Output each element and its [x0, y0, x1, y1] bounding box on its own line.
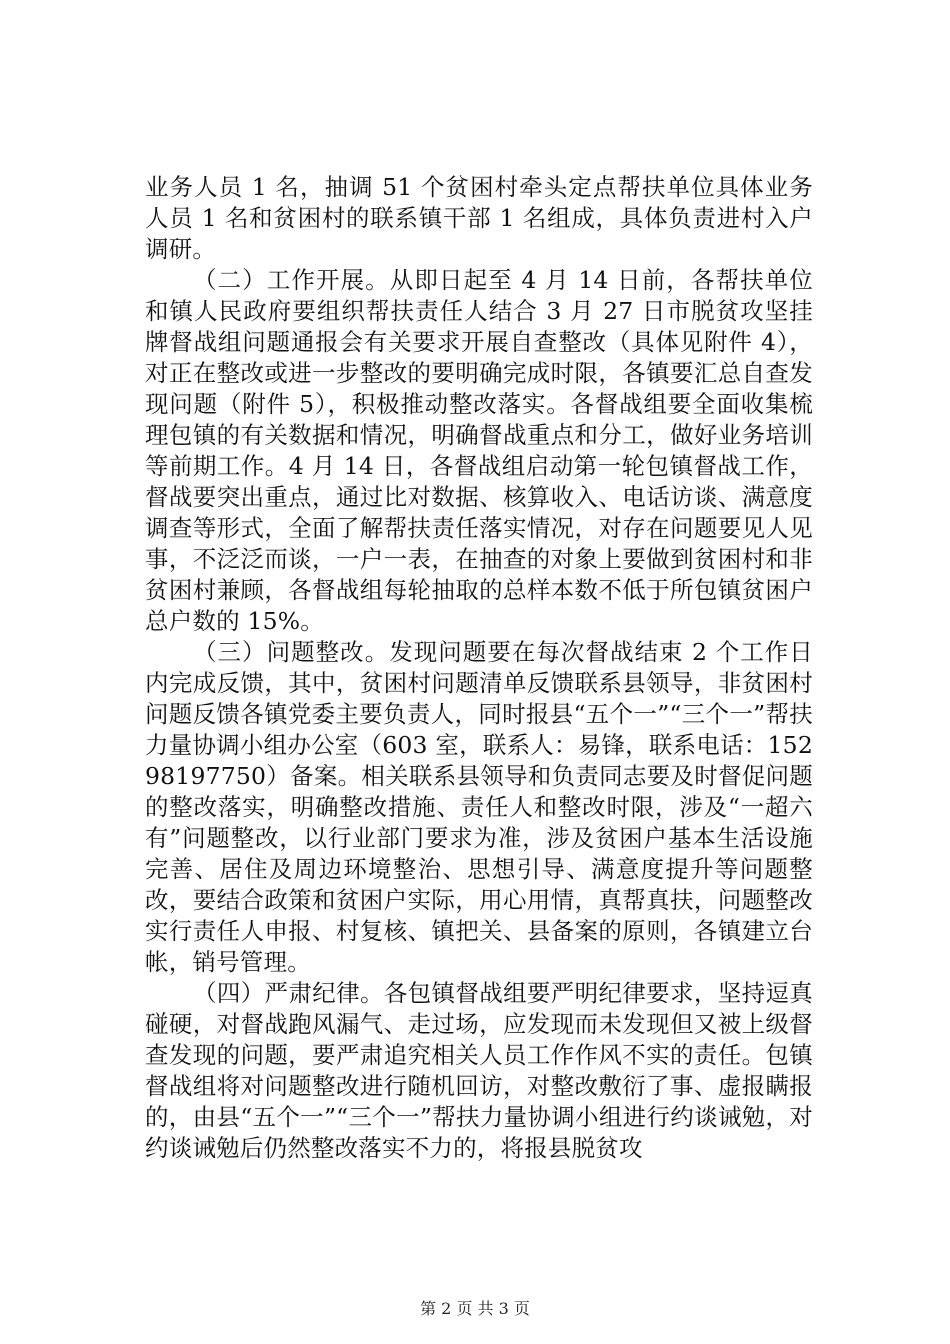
paragraph-work-progress: （二）工作开展。从即日起至 4 月 14 日前，各帮扶单位和镇人民政府要组织帮扶责任人结合 3 月 27 日市脱贫攻坚挂牌督战组问题通报会有关要求开展自查整改（具体见附件 4），对正在整改或进一步整改的要明确完成时限，各镇要汇总自查发现问题（附件 5），积极推动整改落实。各督战组要全面收集梳理包镇的有关数据和情况，明确督战重点和分工，做好业务培训等前期工作。4 月 14 日，各督战组启动第一轮包镇督战工作，督战要突出重点，通过比对数据、核算收入、电话访谈、满意度调查等形式，全面了解帮扶责任落实情况，对存在问题要见人见事，不泛泛而谈，一户一表，在抽查的对象上要做到贫困村和非贫困村兼顾，各督战组每轮抽取的总样本数不低于所包镇贫困户总户数的 15%。: [145, 266, 813, 635]
page-number-footer: 第 2 页 共 3 页: [420, 1299, 530, 1318]
paragraph-continuation: 业务人员 1 名，抽调 51 个贫困村牵头定点帮扶单位具体业务人员 1 名和贫困村的联系镇干部 1 名组成，具体负责进村入户调研。: [145, 173, 813, 263]
paragraph-strict-discipline: （四）严肃纪律。各包镇督战组要严明纪律要求，坚持逗真碰硬，对督战跑风漏气、走过场，应发现而未发现但又被上级督查发现的问题，要严肃追究相关人员工作作风不实的责任。包镇督战组将对问题整改进行随机回访，对整改敷衍了事、虚报瞒报的，由县“五个一”“三个一”帮扶力量协调小组进行约谈诫勉，对约谈诫勉后仍然整改落实不力的，将报县脱贫攻: [145, 979, 813, 1162]
paragraph-problem-rectification: （三）问题整改。发现问题要在每次督战结束 2 个工作日内完成反馈，其中，贫困村问题清单反馈联系县领导，非贫困村问题反馈各镇党委主要负责人，同时报县“五个一”“三个一”帮扶力量协调小组办公室（603 室，联系人：易锋，联系电话：15298197750）备案。相关联系县领导和负责同志要及时督促问题的整改落实，明确整改措施、责任人和整改时限，涉及“一超六有”问题整改，以行业部门要求为准，涉及贫困户基本生活设施完善、居住及周边环境整治、思想引导、满意度提升等问题整改，要结合政策和贫困户实际，用心用情，真帮真扶，问题整改实行责任人申报、村复核、镇把关、县备案的原则，各镇建立台帐，销号管理。: [145, 638, 813, 976]
document-body: [145, 172, 813, 1164]
